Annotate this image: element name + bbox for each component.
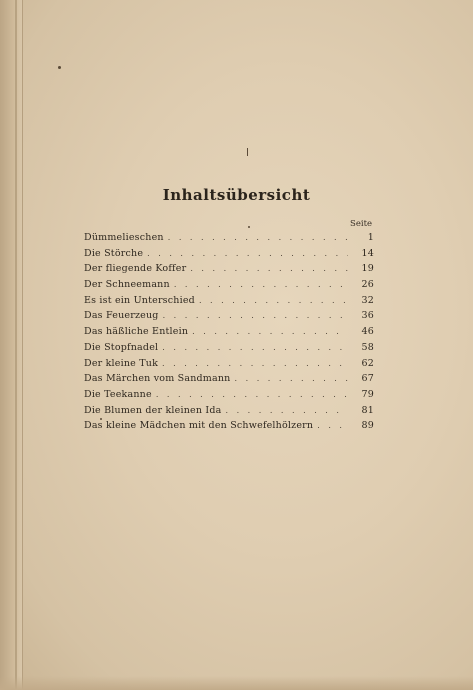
dot-leader <box>199 296 348 305</box>
toc-entry-title: Der Schneemann <box>84 279 170 291</box>
toc-entry-title: Das Märchen vom Sandmann <box>84 373 231 385</box>
dot-leader <box>174 280 348 289</box>
toc-entry <box>84 232 374 248</box>
toc-entry-page: 19 <box>361 263 374 275</box>
dot-leader <box>317 421 348 430</box>
toc-entry <box>84 342 374 358</box>
toc-entry-title: Die Teekanne <box>84 388 152 400</box>
toc-entry-title: Die Blumen der kleinen Ida <box>84 404 222 416</box>
toc-entry-title: Die Störche <box>84 247 144 259</box>
toc-entry <box>84 310 374 326</box>
dot-leader <box>168 233 348 242</box>
toc-entry-page: 36 <box>361 310 374 322</box>
toc-entry-page: 46 <box>361 326 374 338</box>
gutter-crease <box>15 0 17 690</box>
dot-leader <box>226 406 349 415</box>
toc-entry <box>84 420 374 436</box>
dot-leader <box>156 390 348 399</box>
toc-entry-page: 32 <box>361 294 374 306</box>
toc-entry <box>84 358 374 374</box>
dot-leader <box>147 249 348 258</box>
toc-entry-title: Dümmelieschen <box>84 232 164 243</box>
dot-leader <box>162 343 348 352</box>
toc-entry-title: Es ist ein Unterschied <box>84 294 195 306</box>
toc-entry-page: 67 <box>361 373 374 385</box>
toc-entry <box>84 405 374 421</box>
speck-mark <box>58 66 61 69</box>
toc-entry-page: 14 <box>361 247 374 259</box>
toc-entry-page: 58 <box>361 341 374 353</box>
dot-leader <box>192 327 348 336</box>
toc-entry-page: 79 <box>361 388 374 400</box>
toc-entry-title: Der fliegende Koffer <box>84 263 187 275</box>
toc-entry-title: Das kleine Mädchen mit den Schwefelhölzern <box>84 420 314 432</box>
toc-entry-title: Der kleine Tuk <box>84 357 159 369</box>
toc-entry-title: Das Feuerzeug <box>84 310 159 322</box>
toc-entry <box>84 326 374 342</box>
speck-mark <box>248 226 250 228</box>
table-of-contents <box>84 232 374 436</box>
toc-entry-page: 62 <box>361 357 374 369</box>
dot-leader <box>163 311 348 320</box>
speck-mark <box>247 148 248 156</box>
page-gutter <box>0 0 23 690</box>
dot-leader <box>162 359 348 368</box>
page-bottom-edge <box>0 676 473 690</box>
toc-entry-title: Das häßliche Entlein <box>84 326 189 338</box>
dot-leader <box>235 374 348 383</box>
toc-entry <box>84 373 374 389</box>
page-column-label: Seite <box>350 219 373 229</box>
toc-entry <box>84 389 374 405</box>
dot-leader <box>190 264 348 273</box>
toc-entry-page: 1 <box>367 232 374 243</box>
toc-entry <box>84 295 374 311</box>
toc-entry <box>84 279 374 295</box>
toc-heading: Inhaltsübersicht <box>162 186 311 204</box>
toc-entry-page: 81 <box>361 404 374 416</box>
toc-entry-page: 89 <box>361 420 374 432</box>
toc-entry-page: 26 <box>361 279 374 291</box>
toc-entry-title: Die Stopfnadel <box>84 341 159 353</box>
toc-entry <box>84 248 374 264</box>
toc-entry <box>84 263 374 279</box>
